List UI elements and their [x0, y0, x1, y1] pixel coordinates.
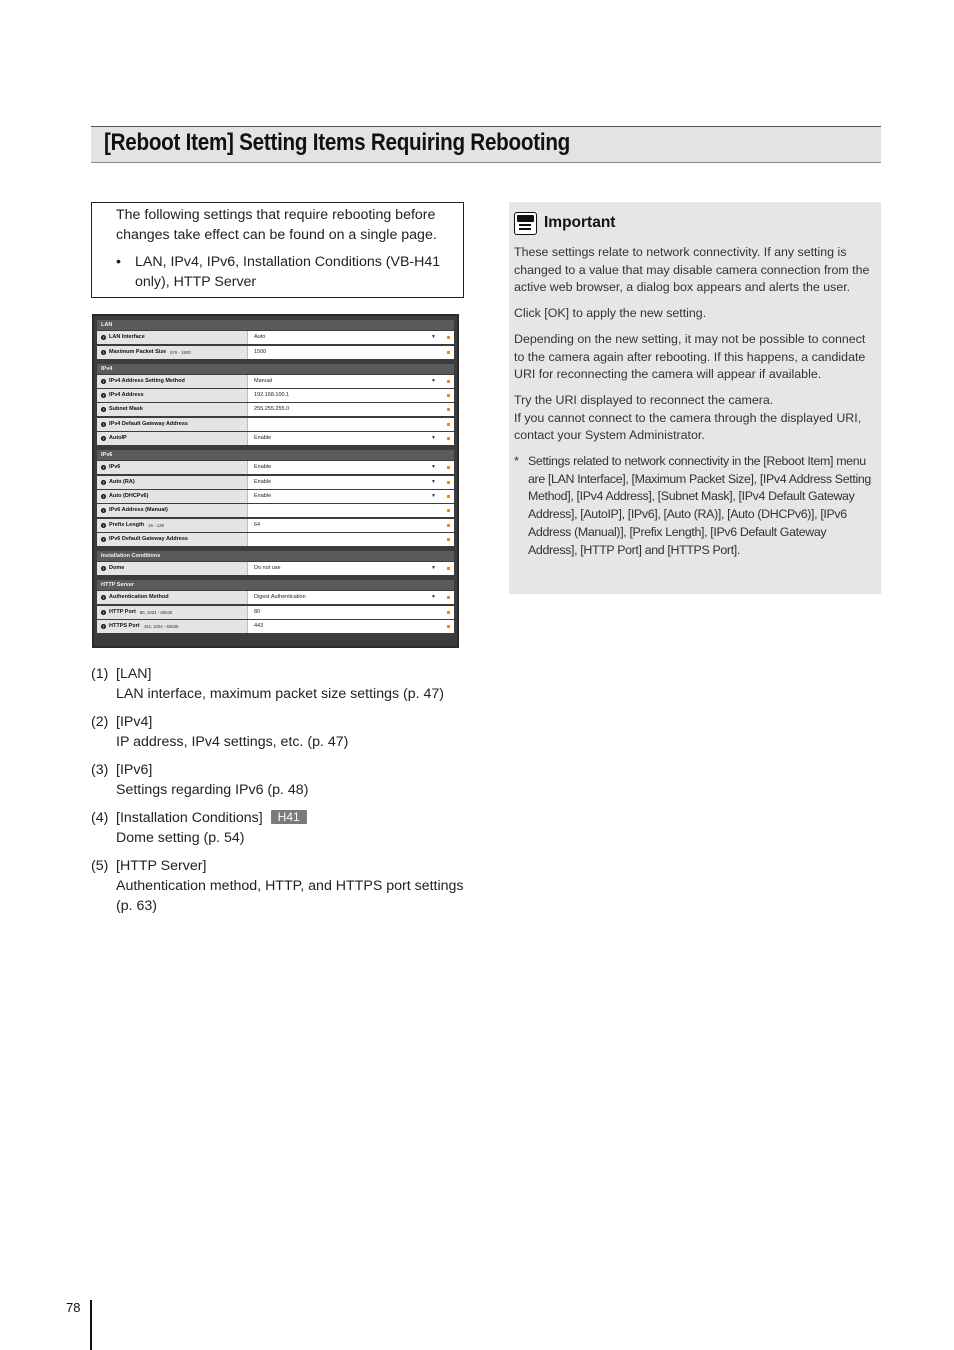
settings-value-text: Do not use [254, 565, 281, 572]
settings-value [247, 519, 454, 532]
settings-row [97, 533, 454, 546]
help-icon: ? [102, 536, 105, 542]
settings-value-text: Enable [254, 492, 272, 499]
footnote-mark: * [514, 454, 519, 469]
item-title: [IPv4] [116, 714, 153, 730]
settings-value-text: 192.168.100.1 [254, 392, 290, 399]
reboot-marker-icon [447, 567, 450, 570]
settings-row [97, 403, 454, 416]
reboot-marker-icon [447, 423, 450, 426]
section-header-lan: LAN [97, 320, 454, 330]
reboot-marker-icon [447, 538, 450, 541]
item-number: (3) [91, 762, 109, 778]
reboot-marker-icon [447, 408, 450, 411]
settings-label-text: IPv4 Address Setting Method [109, 377, 185, 384]
help-icon: ? [102, 436, 105, 442]
settings-value-text: Auto [254, 334, 266, 341]
settings-label [97, 403, 247, 416]
model-badge: H41 [271, 810, 307, 824]
settings-label-text: Auto (RA) [109, 478, 135, 485]
settings-label-text: IPv4 Default Gateway Address [109, 420, 188, 427]
settings-label [97, 331, 247, 344]
page-title-bar [91, 126, 881, 163]
important-line: Try the URI displayed to reconnect the camera. [514, 392, 774, 407]
settings-label-text: IPv6 Address (Manual) [109, 507, 168, 514]
settings-label [97, 533, 247, 546]
section-rows [97, 591, 454, 633]
settings-label-text: Auto (DHCPv6) [109, 492, 149, 499]
important-paragraph: These settings relate to network connectivity. If any setting is changed to a value that may disable camera connection from the active web browser, a dialog box appears and alerts the user. [514, 245, 870, 295]
item-title: [HTTP Server] [116, 858, 207, 874]
settings-row [97, 562, 454, 575]
list-item [91, 712, 471, 752]
settings-value [247, 346, 454, 359]
reboot-marker-icon [447, 596, 450, 599]
settings-row [97, 461, 454, 474]
dropdown-caret-icon: ▼ [431, 478, 436, 485]
list-item [91, 808, 471, 848]
settings-value-text: Digest Authentication [254, 594, 306, 601]
settings-value [247, 620, 454, 633]
settings-label [97, 461, 247, 474]
reboot-settings-screenshot [92, 314, 459, 648]
settings-label-text: HTTP Port [109, 608, 136, 615]
settings-row [97, 519, 454, 532]
page-title: [Reboot Item] Setting Items Requiring Rebooting [104, 129, 571, 156]
settings-range: 443, 1024 - 65535 [143, 624, 179, 630]
settings-label-text: AutoIP [109, 435, 127, 442]
reboot-marker-icon [447, 509, 450, 512]
settings-label [97, 504, 247, 517]
settings-value [247, 490, 454, 503]
help-icon: ? [102, 624, 105, 630]
page-number: 78 [66, 1300, 81, 1315]
settings-label-text: Dome [109, 565, 125, 572]
reboot-marker-icon [447, 437, 450, 440]
section-rows [97, 331, 454, 358]
settings-row [97, 418, 454, 431]
list-item [91, 664, 471, 704]
help-icon: ? [102, 479, 105, 485]
settings-label [97, 418, 247, 431]
help-icon: ? [102, 522, 105, 528]
help-icon: ? [102, 407, 105, 413]
dropdown-caret-icon: ▼ [431, 594, 436, 601]
settings-row [97, 620, 454, 633]
item-number: (4) [91, 810, 109, 826]
section-rows [97, 562, 454, 575]
settings-row [97, 490, 454, 503]
item-description: Dome setting (p. 54) [116, 830, 245, 846]
item-title: [IPv6] [116, 762, 153, 778]
settings-value-text: 1500 [254, 348, 267, 355]
help-icon: ? [102, 393, 105, 399]
item-title: [LAN] [116, 666, 152, 682]
section-header-http: HTTP Server [97, 580, 454, 590]
help-icon: ? [102, 378, 105, 384]
settings-row [97, 375, 454, 388]
dropdown-caret-icon: ▼ [431, 464, 436, 471]
help-icon: ? [102, 493, 105, 499]
settings-value [247, 418, 454, 431]
settings-value [247, 562, 454, 575]
settings-label [97, 490, 247, 503]
dropdown-caret-icon: ▼ [431, 565, 436, 572]
settings-value [247, 375, 454, 388]
important-heading: Important [544, 214, 616, 232]
settings-label-text: Prefix Length [109, 521, 145, 528]
settings-label [97, 389, 247, 402]
settings-value-text: 443 [254, 623, 264, 630]
settings-row [97, 389, 454, 402]
settings-label-text: Maximum Packet Size [109, 348, 167, 355]
settings-value [247, 476, 454, 489]
reboot-marker-icon [447, 495, 450, 498]
settings-label [97, 620, 247, 633]
reboot-marker-icon [447, 625, 450, 628]
intro-box [91, 202, 464, 298]
important-paragraph: Click [OK] to apply the new setting. [514, 306, 707, 321]
section-header-installation: Installation Conditions [97, 551, 454, 561]
settings-label-text: Subnet Mask [109, 406, 143, 413]
settings-label-text: IPv6 Default Gateway Address [109, 535, 188, 542]
settings-row [97, 432, 454, 445]
settings-label [97, 591, 247, 604]
item-description: Settings regarding IPv6 (p. 48) [116, 782, 309, 798]
important-paragraph: Depending on the new setting, it may not be possible to connect to the camera again after rebooting. If this happens, a candidate URI for reconnecting the camera will appear if available. [514, 331, 866, 382]
important-line: If you cannot connect to the camera through the displayed URI, contact your System Administrator. [514, 410, 862, 443]
reboot-marker-icon [447, 524, 450, 527]
reboot-marker-icon [447, 481, 450, 484]
settings-label-text: IPv4 Address [109, 392, 144, 399]
settings-value-text: 80 [254, 608, 261, 615]
settings-value-text: 255.255.255.0 [254, 406, 290, 413]
settings-value [247, 504, 454, 517]
settings-value-text: Enable [254, 435, 272, 442]
settings-value [247, 331, 454, 344]
reboot-marker-icon [447, 394, 450, 397]
settings-label [97, 432, 247, 445]
item-number: (1) [91, 666, 109, 682]
reboot-marker-icon [447, 466, 450, 469]
settings-row [97, 606, 454, 619]
section-rows [97, 461, 454, 545]
settings-value-text: 64 [254, 521, 261, 528]
settings-range: 80, 1024 - 65535 [139, 609, 173, 615]
settings-value [247, 461, 454, 474]
intro-text: The following settings that require rebooting before changes take effect can be found on a single page. [116, 207, 437, 243]
section-list [91, 664, 471, 924]
settings-value [247, 432, 454, 445]
settings-label [97, 476, 247, 489]
help-icon: ? [102, 349, 105, 355]
important-footnote [514, 453, 875, 559]
settings-value-text: Enable [254, 478, 272, 485]
settings-label-text: LAN Interface [109, 334, 145, 341]
settings-label-text: IPv6 [109, 464, 121, 471]
intro-bullet: • LAN, IPv4, IPv6, Installation Conditions (VB-H41 only), HTTP Server [116, 252, 451, 292]
settings-row [97, 346, 454, 359]
reboot-marker-icon [447, 380, 450, 383]
settings-label-text: Authentication Method [109, 594, 169, 601]
help-icon: ? [102, 335, 105, 341]
help-icon: ? [102, 595, 105, 601]
list-item [91, 760, 471, 800]
settings-value [247, 533, 454, 546]
dropdown-caret-icon: ▼ [431, 377, 436, 384]
reboot-marker-icon [447, 336, 450, 339]
settings-value-text: Manual [254, 377, 273, 384]
item-number: (5) [91, 858, 109, 874]
settings-row [97, 591, 454, 604]
settings-row [97, 476, 454, 489]
settings-value-text: Enable [254, 464, 272, 471]
settings-label [97, 519, 247, 532]
settings-label [97, 606, 247, 619]
section-header-ipv6: IPv6 [97, 450, 454, 460]
reboot-marker-icon [447, 351, 450, 354]
settings-label [97, 346, 247, 359]
item-description: LAN interface, maximum packet size settings (p. 47) [116, 686, 445, 702]
item-description: IP address, IPv4 settings, etc. (p. 47) [116, 734, 349, 750]
help-icon: ? [102, 421, 105, 427]
footnote-text: Settings related to network connectivity in the [Reboot Item] menu are [LAN Interface], [Maximum Packet Size], [IPv4 Address Setting Method], [IPv4 Address], [Subnet Mask], [IPv4 Default Gateway Address], [AutoIP], [IPv6], [Auto (RA)], [Auto (DHCPv6)], [IPv6 Address (Manual)], [Prefix Length], [IPv6 Default Gateway Address], [HTTP Port] and [HTTPS Port]. [528, 454, 871, 557]
dropdown-caret-icon: ▼ [431, 492, 436, 499]
help-icon: ? [102, 609, 105, 615]
settings-row [97, 504, 454, 517]
settings-range: 576 - 1500 [170, 349, 191, 355]
important-icon [514, 212, 537, 235]
dropdown-caret-icon: ▼ [431, 334, 436, 341]
dropdown-caret-icon: ▼ [431, 435, 436, 442]
settings-row [97, 331, 454, 344]
item-number: (2) [91, 714, 109, 730]
page-rule [90, 1300, 92, 1350]
section-rows [97, 375, 454, 445]
important-note-box [509, 202, 881, 594]
settings-range: 16 - 128 [148, 522, 164, 528]
item-title: [Installation Conditions] [116, 810, 263, 826]
help-icon: ? [102, 508, 105, 514]
item-description: Authentication method, HTTP, and HTTPS port settings (p. 63) [116, 878, 464, 914]
reboot-marker-icon [447, 611, 450, 614]
help-icon: ? [102, 465, 105, 471]
list-item [91, 856, 471, 916]
settings-value [247, 606, 454, 619]
section-header-ipv4: IPv4 [97, 364, 454, 374]
settings-value [247, 403, 454, 416]
settings-value [247, 389, 454, 402]
settings-value [247, 591, 454, 604]
help-icon: ? [102, 566, 105, 572]
settings-label [97, 375, 247, 388]
settings-label [97, 562, 247, 575]
important-paragraph [514, 392, 875, 445]
settings-label-text: HTTPS Port [109, 623, 140, 630]
